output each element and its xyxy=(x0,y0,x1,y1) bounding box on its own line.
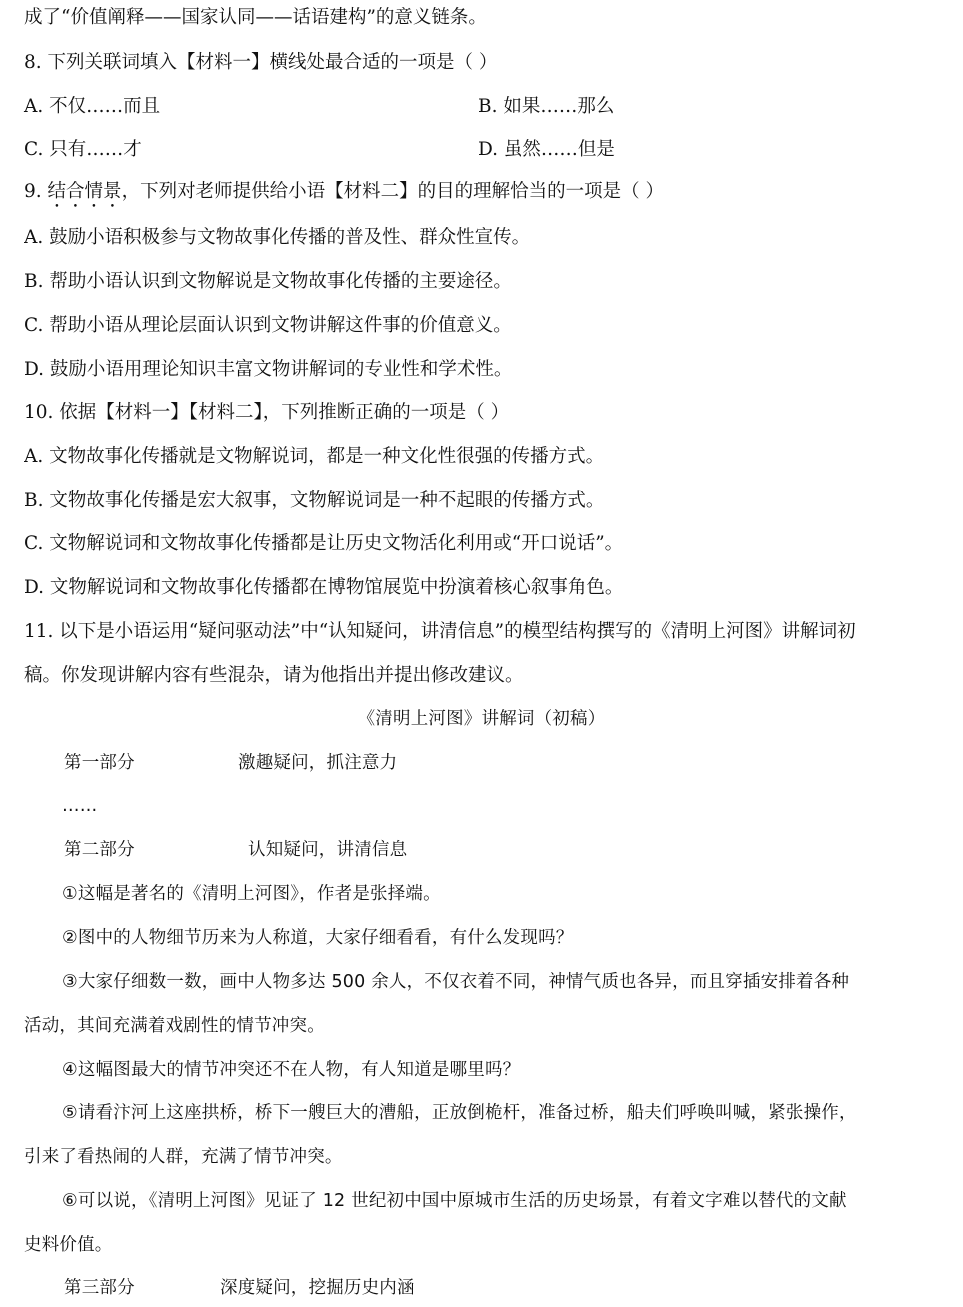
q10-option-a[interactable]: A. 文物故事化传播就是文物解说词，都是一种文化性很强的传播方式。 xyxy=(24,446,605,467)
part2-title: 认知疑问，讲清信息 xyxy=(248,840,408,860)
intro-line: 成了“价值阐释——国家认同——话语建构”的意义链条。 xyxy=(24,7,487,28)
q8-option-d[interactable]: D. 虽然……但是 xyxy=(478,139,615,160)
q11-stem-line2: 稿。你发现讲解内容有些混杂，请为他指出并提出修改建议。 xyxy=(24,665,524,686)
q8-option-b[interactable]: B. 如果……那么 xyxy=(478,96,615,117)
sentence-3-line1: ③大家仔细数一数，画中人物多达 500 余人，不仅衣着不同，神情气质也各异，而且穿插安排着各种 xyxy=(62,972,850,992)
part1-label: 第一部分 xyxy=(64,753,135,773)
sentence-3-line2: 活动，其间充满着戏剧性的情节冲突。 xyxy=(24,1016,325,1036)
sentence-1: ①这幅是著名的《清明上河图》，作者是张择端。 xyxy=(62,884,441,904)
q9-option-c[interactable]: C. 帮助小语从理论层面认识到文物讲解这件事的价值意义。 xyxy=(24,315,512,336)
q9-option-d[interactable]: D. 鼓励小语用理论知识丰富文物讲解词的专业性和学术性。 xyxy=(24,359,513,380)
draft-ellipsis: …… xyxy=(62,796,98,816)
part2-label: 第二部分 xyxy=(64,840,135,860)
sentence-4: ④这幅图最大的情节冲突还不在人物，有人知道是哪里吗？ xyxy=(62,1060,521,1080)
draft-title: 《清明上河图》讲解词（初稿） xyxy=(357,709,606,729)
q8-stem: 8. 下列关联词填入【材料一】横线处最合适的一项是（ ） xyxy=(24,52,498,73)
q9-stem-suffix: ，下列对老师提供给小语【材料二】的目的理解恰当的一项是（ ） xyxy=(121,181,664,202)
q11-stem-line1: 11. 以下是小语运用“疑问驱动法”中“认知疑问，讲清信息”的模型结构撰写的《清明上河图》讲解词初 xyxy=(24,621,856,642)
sentence-6-line1: ⑥可以说，《清明上河图》见证了 12 世纪初中国中原城市生活的历史场景，有着文字难以替代的文献 xyxy=(62,1191,847,1211)
q9-stem-emphasis: 结合情景 xyxy=(47,181,122,202)
sentence-5-line2: 引来了看热闹的人群，充满了情节冲突。 xyxy=(24,1147,343,1167)
sentence-5-line1: ⑤请看汴河上这座拱桥，桥下一艘巨大的漕船，正放倒桅杆，准备过桥，船夫们呼唤叫喊，紧张操作， xyxy=(62,1103,857,1123)
q8-option-a[interactable]: A. 不仅……而且 xyxy=(24,96,161,117)
q9-stem-prefix: 9. xyxy=(24,181,48,202)
part1-title: 激趣疑问，抓注意力 xyxy=(238,753,398,773)
part3-title: 深度疑问，挖掘历史内涵 xyxy=(220,1278,415,1298)
q10-option-d[interactable]: D. 文物解说词和文物故事化传播都在博物馆展览中扮演着核心叙事角色。 xyxy=(24,577,624,598)
q9-stem xyxy=(24,180,939,212)
q9-option-a[interactable]: A. 鼓励小语积极参与文物故事化传播的普及性、群众性宣传。 xyxy=(24,227,531,248)
sentence-2: ②图中的人物细节历来为人称道，大家仔细看看，有什么发现吗？ xyxy=(62,928,574,948)
q10-option-c[interactable]: C. 文物解说词和文物故事化传播都是让历史文物活化利用或“开口说话”。 xyxy=(24,533,624,554)
q10-option-b[interactable]: B. 文物故事化传播是宏大叙事，文物解说词是一种不起眼的传播方式。 xyxy=(24,490,605,511)
q9-option-b[interactable]: B. 帮助小语认识到文物解说是文物故事化传播的主要途径。 xyxy=(24,271,512,292)
q8-option-c[interactable]: C. 只有……才 xyxy=(24,139,142,160)
q10-stem: 10. 依据【材料一】【材料二】，下列推断正确的一项是（ ） xyxy=(24,402,510,423)
sentence-6-line2: 史料价值。 xyxy=(24,1235,113,1255)
part3-label: 第三部分 xyxy=(64,1278,135,1298)
